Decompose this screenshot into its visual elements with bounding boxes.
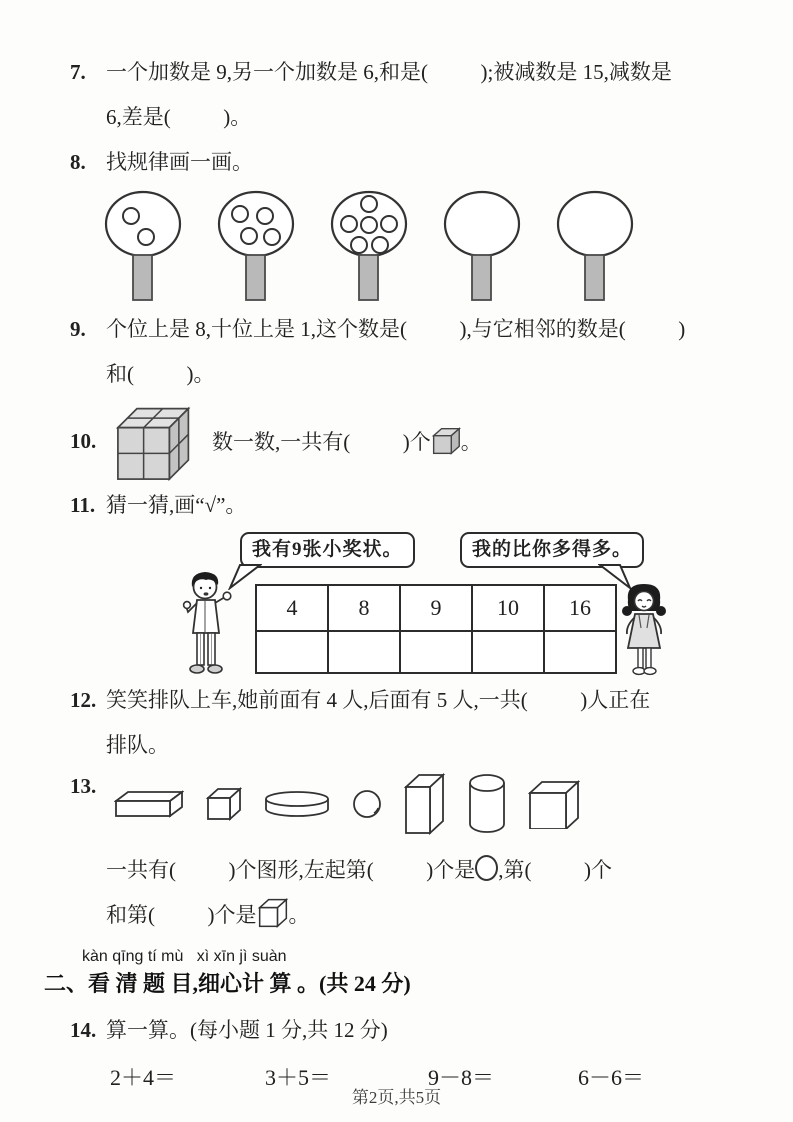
question-11-text: 猜一猜,画“√”。 <box>106 493 247 517</box>
pattern-trees-figure <box>90 189 753 303</box>
question-12-text-cont: 排队。 <box>106 733 169 757</box>
math-problem-2[interactable]: 3＋5＝ <box>265 1065 332 1090</box>
page-footer: 第2页,共5页 <box>351 1088 442 1107</box>
question-13-text-d: 。 <box>288 903 310 927</box>
cube-blank-icon <box>257 897 289 929</box>
guess-cell-4[interactable]: 4 <box>256 585 328 631</box>
question-7-line2 <box>70 95 753 140</box>
question-7-text-cont: 6,差是( )。 <box>106 105 252 129</box>
boy-speech-text: 我有9张小奖状。 <box>252 539 403 560</box>
tree-4-empty <box>429 189 535 303</box>
question-8-number: 8. <box>70 150 86 174</box>
flat-cylinder-shape <box>264 790 330 818</box>
question-9-text: 个位上是 8,十位上是 1,这个数是( ),与它相邻的数是( ) <box>106 317 686 341</box>
question-13-line1 <box>70 848 753 893</box>
cube-shape <box>528 779 580 829</box>
guess-cell-10[interactable]: 10 <box>472 585 544 631</box>
question-11-illustration <box>70 528 793 678</box>
long-cuboid-shape <box>114 789 184 819</box>
question-10-text <box>212 426 482 456</box>
question-9-number: 9. <box>70 317 86 341</box>
question-11-line <box>70 483 753 528</box>
boy-figure <box>180 570 240 676</box>
question-12-line1 <box>70 678 753 723</box>
girl-speech-bubble <box>460 532 644 568</box>
answer-cell-4[interactable] <box>472 631 544 673</box>
math-problem-3[interactable]: 9－8＝ <box>428 1065 495 1090</box>
answer-cell-1[interactable] <box>256 631 328 673</box>
question-12-text: 笑笑排队上车,她前面有 4 人,后面有 5 人,一共( )人正在 <box>106 688 651 712</box>
question-8-text: 找规律画一画。 <box>106 150 253 174</box>
guess-cell-9[interactable]: 9 <box>400 585 472 631</box>
question-12-line2 <box>70 723 753 768</box>
question-13-row <box>70 768 753 838</box>
question-9-line2 <box>70 352 753 397</box>
question-11-number: 11. <box>70 493 96 517</box>
question-10-row <box>70 401 753 481</box>
section-2-pinyin: kàn qīng tí mù xì xīn jì suàn <box>82 948 287 965</box>
guess-table <box>255 584 617 674</box>
circle-blank-icon <box>475 855 498 881</box>
tree-5-empty <box>542 189 648 303</box>
question-9-text-cont: 和( )。 <box>106 362 215 386</box>
answer-cell-5[interactable] <box>544 631 616 673</box>
answer-cell-2[interactable] <box>328 631 400 673</box>
tree-2-four-dots <box>203 189 309 303</box>
question-7-number: 7. <box>70 60 86 84</box>
question-9-line1 <box>70 307 753 352</box>
guess-table-answer-row <box>256 631 616 673</box>
question-10-text-after: 。 <box>460 430 482 454</box>
tree-3-six-dots <box>316 189 422 303</box>
small-cube-shape <box>206 786 242 822</box>
guess-cell-8[interactable]: 8 <box>328 585 400 631</box>
tree-1-two-dots <box>90 189 196 303</box>
shapes-figure <box>114 770 580 838</box>
guess-table-values-row <box>256 585 616 631</box>
question-7-text: 一个加数是 9,另一个加数是 6,和是( );被减数是 15,减数是 <box>106 60 672 84</box>
question-14-text: 算一算。(每小题 1 分,共 12 分) <box>106 1018 388 1042</box>
tall-cuboid-shape <box>404 773 446 835</box>
question-13-text-c: 和第( )个是 <box>106 903 257 927</box>
question-10-text-before: 数一数,一共有( )个 <box>212 430 431 454</box>
question-8-line <box>70 140 753 185</box>
boy-speech-bubble <box>240 532 415 568</box>
section-2-title: 二、看 清 题 目,细心计 算 。(共 24 分) <box>44 971 411 996</box>
question-13-number: 13. <box>70 774 97 798</box>
sphere-shape <box>352 789 382 819</box>
question-13-text-b: ,第( )个 <box>498 858 612 882</box>
cube-blocks-figure <box>114 401 198 481</box>
cylinder-shape <box>468 774 506 834</box>
question-13-line2 <box>70 893 753 938</box>
question-12-number: 12. <box>70 688 97 712</box>
unit-cube-icon <box>431 426 461 456</box>
question-14-number: 14. <box>70 1018 97 1042</box>
girl-figure <box>618 580 670 676</box>
guess-cell-16[interactable]: 16 <box>544 585 616 631</box>
math-problem-1[interactable]: 2＋4＝ <box>110 1065 177 1090</box>
question-7-line1 <box>70 50 753 95</box>
math-problem-4[interactable]: 6－6＝ <box>578 1065 645 1090</box>
girl-speech-text: 我的比你多得多。 <box>472 539 633 560</box>
question-14-line <box>70 1008 753 1053</box>
answer-cell-3[interactable] <box>400 631 472 673</box>
question-10-number: 10. <box>70 428 97 453</box>
question-13-text-a: 一共有( )个图形,左起第( )个是 <box>106 858 476 882</box>
